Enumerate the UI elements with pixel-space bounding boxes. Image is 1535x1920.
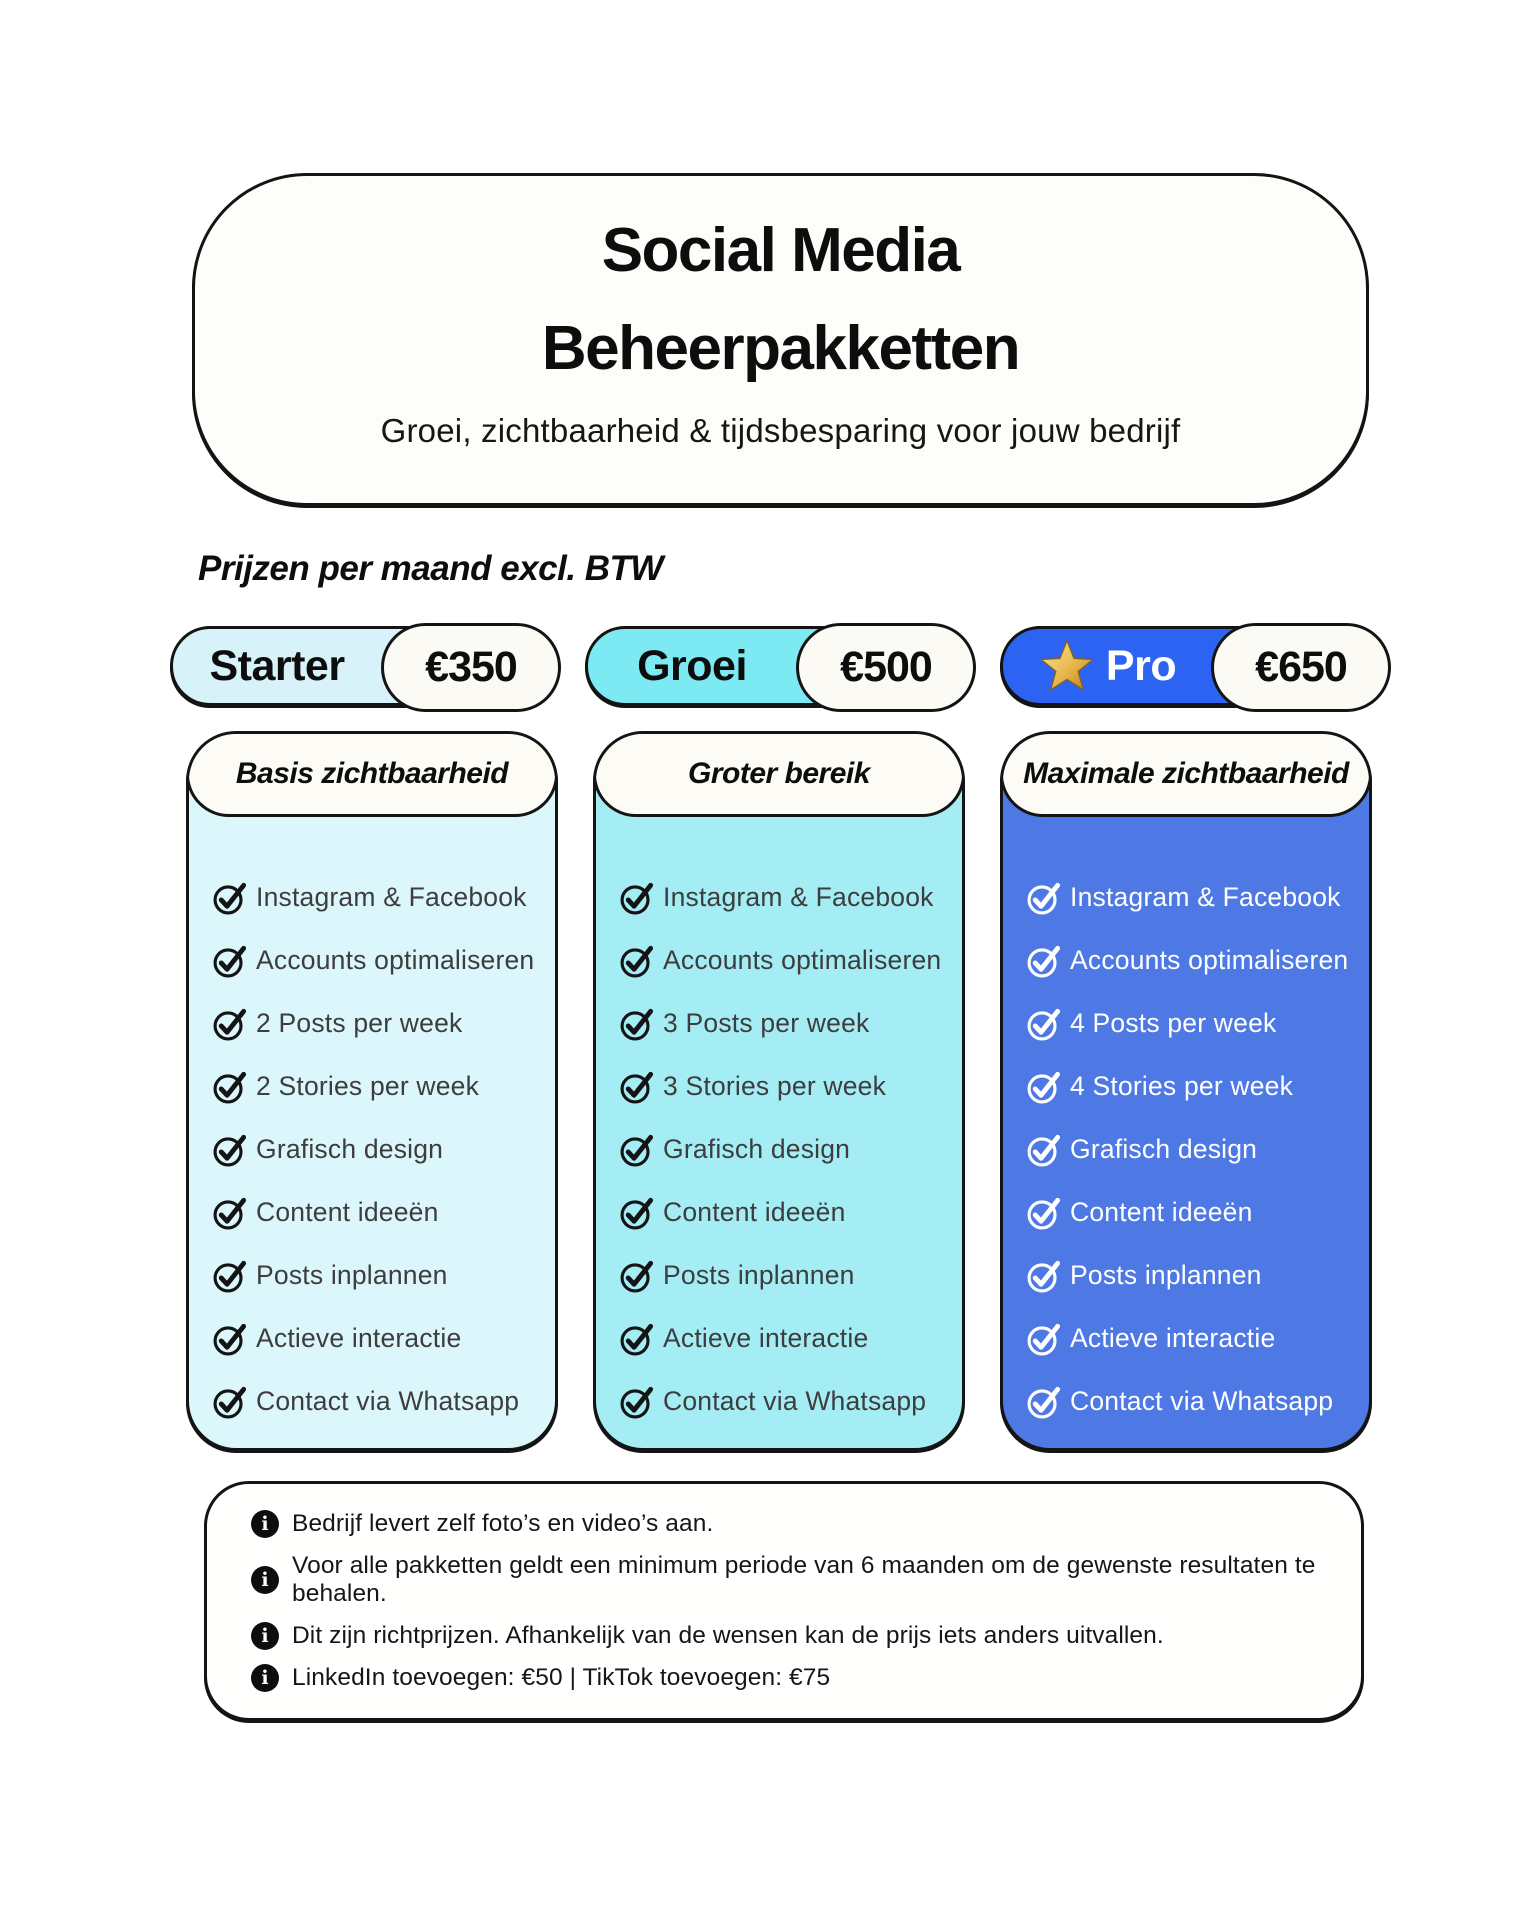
note-row [251, 1552, 1317, 1608]
check-icon [618, 1068, 655, 1105]
feature-row [1025, 1244, 1363, 1307]
plan-name-label: Pro [1105, 641, 1177, 690]
feature-row [211, 992, 549, 1055]
feature-row [1025, 1055, 1363, 1118]
check-icon [1025, 1320, 1062, 1357]
check-icon [1025, 1257, 1062, 1294]
plan-tagline-header: Groter bereik [593, 731, 965, 817]
feature-label: Instagram & Facebook [256, 882, 527, 912]
feature-row [1025, 1181, 1363, 1244]
check-icon [211, 1005, 248, 1042]
feature-row [1025, 929, 1363, 992]
plan-name-label: Starter [209, 641, 345, 690]
feature-row [618, 866, 956, 929]
feature-row [211, 1181, 549, 1244]
feature-label: Posts inplannen [1070, 1260, 1262, 1290]
notes-box [204, 1481, 1364, 1721]
feature-row [1025, 1118, 1363, 1181]
plan-card-groei [593, 731, 965, 1451]
note-row [251, 1510, 1317, 1538]
page-title [195, 202, 1366, 398]
feature-row [211, 1307, 549, 1370]
check-icon [1025, 1131, 1062, 1168]
check-icon [211, 1068, 248, 1105]
check-icon [618, 1131, 655, 1168]
info-icon: i [251, 1622, 279, 1650]
feature-label: Posts inplannen [256, 1260, 448, 1290]
note-row [251, 1622, 1317, 1650]
feature-label: Actieve interactie [663, 1323, 869, 1353]
feature-label: Content ideeën [1070, 1197, 1253, 1227]
plan-pill-groei [585, 626, 973, 706]
plan-features-pro [1003, 820, 1369, 1448]
feature-label: Grafisch design [1070, 1134, 1258, 1164]
feature-row [211, 1118, 549, 1181]
note-row [251, 1664, 1317, 1692]
feature-row [211, 866, 549, 929]
plan-cards-row [186, 731, 1372, 1451]
feature-label: Instagram & Facebook [1070, 882, 1341, 912]
check-icon [618, 1005, 655, 1042]
plan-price-label: €650 [1255, 643, 1347, 691]
page-title-line2: Beheerpakketten [541, 313, 1020, 383]
feature-row [618, 1055, 956, 1118]
note-text: LinkedIn toevoegen: €50 | TikTok toevoegen: €75 [292, 1664, 831, 1691]
check-icon [211, 879, 248, 916]
note-text: Bedrijf levert zelf foto’s en video’s aan. [292, 1510, 714, 1537]
plan-price-label: €500 [840, 643, 932, 691]
page-subtitle: Groei, zichtbaarheid & tijdsbesparing voor jouw bedrijf [380, 411, 1181, 449]
feature-row [618, 929, 956, 992]
check-icon [618, 1320, 655, 1357]
feature-label: 3 Posts per week [663, 1008, 870, 1038]
plan-features-starter [189, 820, 555, 1448]
gold-star-icon [1038, 637, 1096, 695]
feature-row [1025, 866, 1363, 929]
check-icon [1025, 1068, 1062, 1105]
plan-pills-row [170, 626, 1388, 706]
check-icon [1025, 1194, 1062, 1231]
feature-label: Grafisch design [256, 1134, 444, 1164]
info-icon: i [251, 1664, 279, 1692]
feature-row [618, 1244, 956, 1307]
feature-label: Contact via Whatsapp [256, 1386, 520, 1416]
feature-label: 3 Stories per week [663, 1071, 887, 1101]
plan-tagline-header: Basis zichtbaarheid [186, 731, 558, 817]
feature-label: Content ideeën [256, 1197, 439, 1227]
plan-price-label: €350 [425, 643, 517, 691]
header-card [192, 173, 1369, 506]
feature-label: Accounts optimaliseren [1070, 945, 1349, 975]
plan-card-pro [1000, 731, 1372, 1451]
check-icon [211, 1257, 248, 1294]
feature-label: Contact via Whatsapp [663, 1386, 927, 1416]
check-icon [618, 1194, 655, 1231]
note-text: Dit zijn richtprijzen. Afhankelijk van de wensen kan de prijs iets anders uitvallen. [292, 1622, 1164, 1649]
page-title-line1: Social Media [601, 216, 960, 285]
pricing-note: Prijzen per maand excl. BTW [198, 549, 663, 588]
check-icon [618, 1383, 655, 1420]
info-icon: i [251, 1510, 279, 1538]
feature-label: Actieve interactie [1070, 1323, 1276, 1353]
feature-label: Instagram & Facebook [663, 882, 934, 912]
feature-row [1025, 1307, 1363, 1370]
feature-label: Actieve interactie [256, 1323, 462, 1353]
check-icon [211, 1131, 248, 1168]
check-icon [1025, 1005, 1062, 1042]
check-icon [618, 879, 655, 916]
check-icon [211, 942, 248, 979]
check-icon [211, 1320, 248, 1357]
check-icon [211, 1194, 248, 1231]
feature-label: 4 Posts per week [1070, 1008, 1277, 1038]
feature-row [211, 1055, 549, 1118]
feature-label: Accounts optimaliseren [256, 945, 535, 975]
price-pill-groei [796, 623, 976, 712]
note-text: Voor alle pakketten geldt een minimum periode van 6 maanden om de gewenste resultaten te behalen. [292, 1552, 1316, 1607]
feature-label: 4 Stories per week [1070, 1071, 1294, 1101]
info-icon: i [251, 1566, 279, 1594]
feature-label: 2 Posts per week [256, 1008, 463, 1038]
feature-row [618, 1181, 956, 1244]
plan-features-groei [596, 820, 962, 1448]
feature-row [618, 992, 956, 1055]
check-icon [1025, 942, 1062, 979]
feature-row [211, 1244, 549, 1307]
plan-pill-starter [170, 626, 558, 706]
check-icon [211, 1383, 248, 1420]
price-pill-starter [381, 623, 561, 712]
plan-card-starter [186, 731, 558, 1451]
feature-label: 2 Stories per week [256, 1071, 480, 1101]
feature-label: Grafisch design [663, 1134, 851, 1164]
feature-row [618, 1370, 956, 1433]
feature-label: Posts inplannen [663, 1260, 855, 1290]
check-icon [618, 1257, 655, 1294]
check-icon [1025, 879, 1062, 916]
feature-row [1025, 1370, 1363, 1433]
plan-pill-pro [1000, 626, 1388, 706]
feature-row [211, 1370, 549, 1433]
price-pill-pro [1211, 623, 1391, 712]
feature-label: Contact via Whatsapp [1070, 1386, 1334, 1416]
feature-row [618, 1118, 956, 1181]
feature-row [618, 1307, 956, 1370]
check-icon [618, 942, 655, 979]
feature-label: Content ideeën [663, 1197, 846, 1227]
plan-name-label: Groei [637, 641, 747, 690]
feature-row [211, 929, 549, 992]
plan-tagline-header: Maximale zichtbaarheid [1000, 731, 1372, 817]
feature-row [1025, 992, 1363, 1055]
check-icon [1025, 1383, 1062, 1420]
feature-label: Accounts optimaliseren [663, 945, 942, 975]
